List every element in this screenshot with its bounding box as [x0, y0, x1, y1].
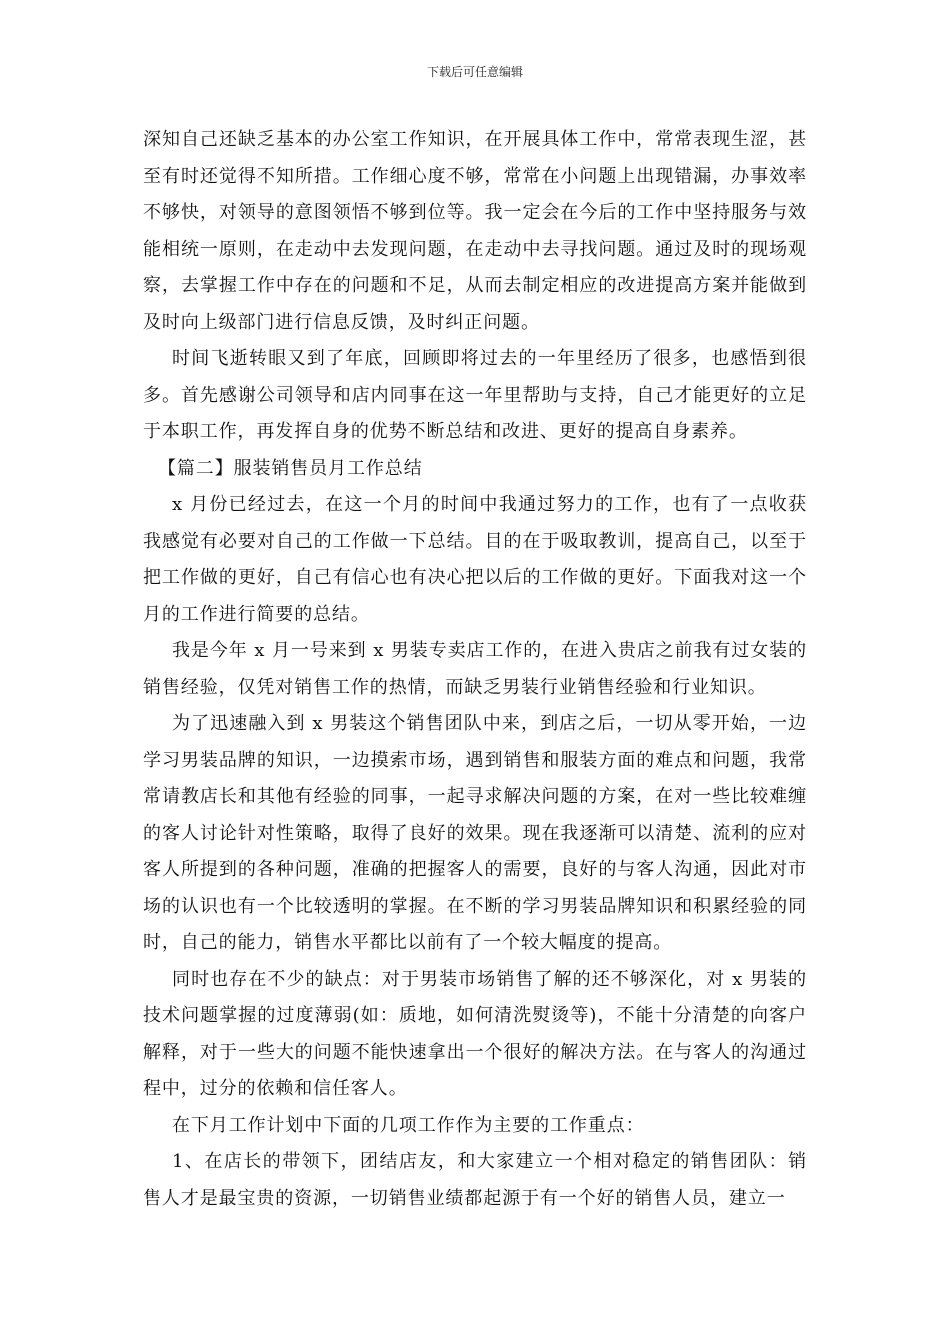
paragraph-1: 深知自己还缺乏基本的办公室工作知识，在开展具体工作中，常常表现生涩，甚至有时还觉得不知所措。工作细心度不够，常常在小问题上出现错漏，办事效率不够快，对领导的意图领悟不够到位等。我一定会在今后的工作中坚持服务与效能相统一原则，在走动中去发现问题，在走动中去寻找问题。通过及时的现场观察，去掌握工作中存在的问题和不足，从而去制定相应的改进提高方案并能做到及时向上级部门进行信息反馈，及时纠正问题。	[143, 129, 807, 333]
paragraph-3: x 月份已经过去，在这一个月的时间中我通过努力的工作，也有了一点收获我感觉有必要对自己的工作做一下总结。目的在于吸取教训，提高自己，以至于把工作做的更好，自己有信心也有决心把以后的工作做的更好。下面我对这一个月的工作进行简要的总结。	[143, 494, 807, 625]
paragraph-8: 1、在店长的带领下，团结店友，和大家建立一个相对稳定的销售团队：销售人才是最宝贵的资源，一切销售业绩都起源于有一个好的销售人员，建立一	[143, 1151, 807, 1209]
paragraph-6: 同时也存在不少的缺点：对于男装市场销售了解的还不够深化，对 x 男装的技术问题掌握的过度薄弱(如：质地，如何清洗熨烫等)，不能十分清楚的向客户解释，对于一些大的问题不能快速拿出一个很好的解决方法。在与客人的沟通过程中，过分的依赖和信任客人。	[143, 968, 807, 1099]
section-heading: 【篇二】服装销售员月工作总结	[158, 457, 423, 479]
paragraph-7: 在下月工作计划中下面的几项工作作为主要的工作重点：	[172, 1114, 645, 1136]
paragraph-2: 时间飞逝转眼又到了年底，回顾即将过去的一年里经历了很多，也感悟到很多。首先感谢公司领导和店内同事在这一年里帮助与支持，自己才能更好的立足于本职工作，再发挥自身的优势不断总结和改进、更好的提高自身素养。	[143, 348, 807, 442]
page-header: 下载后可任意编辑	[426, 65, 523, 79]
document-body	[143, 122, 807, 1217]
paragraph-4: 我是今年 x 月一号来到 x 男装专卖店工作的，在进入贵店之前我有过女装的销售经验，仅凭对销售工作的热情，而缺乏男装行业销售经验和行业知识。	[143, 640, 807, 698]
paragraph-5: 为了迅速融入到 x 男装这个销售团队中来，到店之后，一切从零开始，一边学习男装品牌的知识，一边摸索市场，遇到销售和服装方面的难点和问题，我常常请教店长和其他有经验的同事，一起寻求解决问题的方案，在对一些比较难缠的客人讨论针对性策略，取得了良好的效果。现在我逐渐可以清楚、流利的应对客人所提到的各种问题，准确的把握客人的需要，良好的与客人沟通，因此对市场的认识也有一个比较透明的掌握。在不断的学习男装品牌知识和积累经验的同时，自己的能力，销售水平都比以前有了一个较大幅度的提高。	[143, 713, 807, 953]
